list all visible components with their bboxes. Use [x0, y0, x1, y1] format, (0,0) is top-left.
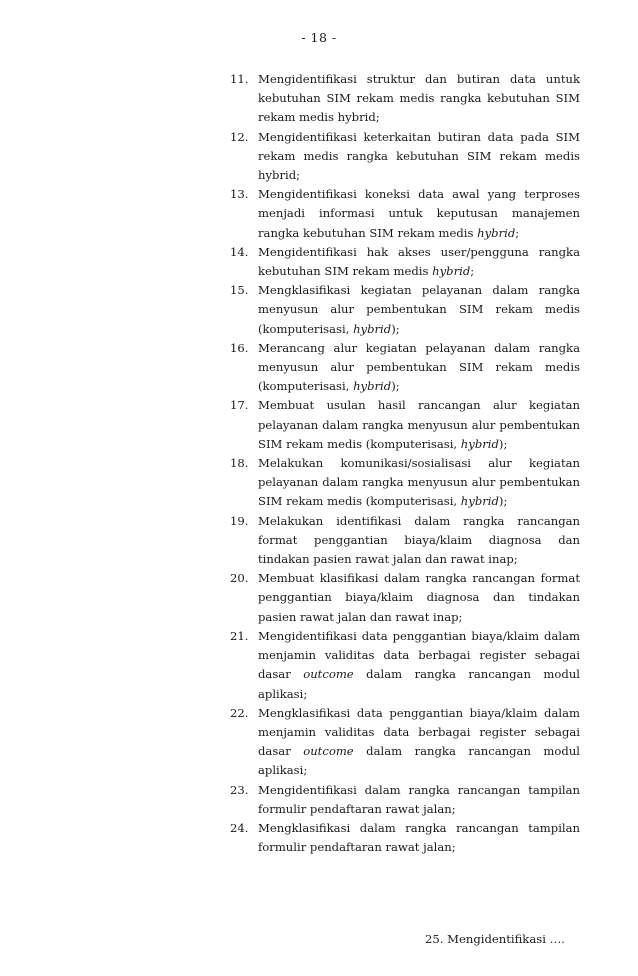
list-item-number: 12.: [230, 129, 249, 144]
list-item: [230, 454, 580, 512]
text-run: Melakukan komunikasi/sosialisasi alur kegiatan pelayanan dalam rangka menyusun alur pembentukan SIM rekam medis (komputerisasi,: [258, 456, 580, 509]
list-item-number: 15.: [230, 283, 249, 298]
numbered-list: [230, 70, 580, 857]
text-run: Merancang alur kegiatan pelayanan dalam rangka menyusun alur pembentukan SIM rekam medis (komputerisasi,: [258, 340, 580, 394]
list-item: [230, 70, 580, 128]
list-item: [230, 627, 580, 704]
list-item: [230, 569, 580, 627]
list-item-text: [258, 706, 580, 778]
list-item-number: 17.: [230, 398, 249, 413]
list-item: [230, 704, 580, 781]
list-item-text: [258, 341, 580, 393]
text-run: );: [498, 436, 508, 451]
list-item-number: 21.: [230, 628, 249, 643]
italic-term: hybrid: [477, 225, 516, 240]
text-run: );: [391, 321, 400, 336]
text-run: ;: [470, 264, 475, 279]
text-run: ;: [515, 225, 520, 240]
list-item-number: 14.: [230, 244, 249, 259]
text-run: Membuat usulan hasil rancangan alur kegiatan pelayanan dalam rangka menyusun alur pembentukan SIM rekam medis (komputerisasi,: [258, 398, 580, 451]
list-item-number: 24.: [230, 820, 249, 835]
list-item-text: [258, 821, 580, 854]
list-item: [230, 339, 580, 397]
list-item-text: [258, 283, 580, 335]
text-run: dalam rangka rancangan modul aplikasi;: [258, 667, 580, 701]
list-item-number: 22.: [230, 705, 249, 720]
list-item: [230, 281, 580, 339]
list-item: [230, 185, 580, 243]
list-item-text: [258, 571, 580, 623]
italic-term: outcome: [303, 744, 354, 759]
list-item-text: [258, 245, 580, 278]
text-run: Mengklasifikasi kegiatan pelayanan dalam rangka menyusun alur pembentukan SIM rekam medis (komputerisasi,: [258, 283, 580, 336]
italic-term: hybrid: [353, 379, 392, 394]
list-item-text: [258, 130, 580, 182]
list-item-number: 16.: [230, 340, 249, 355]
italic-term: hybrid: [460, 436, 499, 451]
text-run: Melakukan identifikasi dalam rangka rancangan format penggantian biaya/klaim diagnosa dan tindakan pasien rawat jalan dan rawat inap;: [258, 513, 580, 567]
list-item-number: 18.: [230, 456, 249, 471]
italic-term: outcome: [303, 667, 354, 682]
text-run: Mengidentifikasi struktur dan butiran data untuk kebutuhan SIM rekam medis rangka kebutuhan SIM rekam medis hybrid;: [258, 72, 580, 125]
list-item-number: 19.: [230, 513, 249, 528]
text-run: Membuat klasifikasi dalam rangka rancangan format penggantian biaya/klaim diagnosa dan tindakan pasien rawat jalan dan rawat inap;: [258, 571, 580, 624]
text-run: );: [391, 379, 400, 394]
list-item: [230, 819, 580, 857]
list-item-number: 11.: [230, 72, 249, 86]
list-item-text: [258, 187, 580, 239]
text-run: Mengklasifikasi data penggantian biaya/klaim dalam menjamin validitas data berbagai register sebagai dasar: [258, 705, 580, 759]
list-item-text: [258, 629, 580, 701]
list-item: [230, 243, 580, 281]
text-run: );: [498, 494, 508, 509]
list-item-text: [258, 514, 580, 566]
list-item-text: [258, 783, 580, 816]
text-run: Mengidentifikasi hak akses user/pengguna rangka kebutuhan SIM rekam medis: [258, 244, 580, 279]
text-run: Mengidentifikasi dalam rangka rancangan tampilan formulir pendaftaran rawat jalan;: [258, 782, 580, 816]
list-item-text: [258, 398, 580, 450]
list-item-text: [258, 72, 580, 124]
list-item-number: 13.: [230, 187, 249, 202]
italic-term: hybrid: [353, 321, 392, 336]
italic-term: hybrid: [432, 264, 471, 279]
list-item-text: [258, 456, 580, 508]
list-item: [230, 512, 580, 570]
text-run: Mengidentifikasi koneksi data awal yang terproses menjadi informasi untuk keputusan manajemen rangka kebutuhan SIM rekam medis: [258, 187, 580, 240]
list-item: [230, 781, 580, 819]
list-item: [230, 128, 580, 186]
list-item: [230, 396, 580, 454]
page-number: - 18 -: [301, 30, 337, 45]
italic-term: hybrid: [460, 494, 499, 509]
text-run: Mengidentifikasi data penggantian biaya/klaim dalam menjamin validitas data berbagai register sebagai dasar: [258, 628, 580, 682]
text-run: Mengklasifikasi dalam rangka rancangan tampilan formulir pendaftaran rawat jalan;: [258, 820, 580, 855]
text-run: dalam rangka rancangan modul aplikasi;: [258, 744, 580, 778]
list-item-number: 20.: [230, 571, 249, 586]
text-run: Mengidentifikasi keterkaitan butiran data pada SIM rekam medis rangka kebutuhan SIM rekam medis hybrid;: [258, 129, 580, 183]
list-item-number: 23.: [230, 782, 249, 797]
catchword: 25. Mengidentifikasi ….: [425, 932, 565, 946]
